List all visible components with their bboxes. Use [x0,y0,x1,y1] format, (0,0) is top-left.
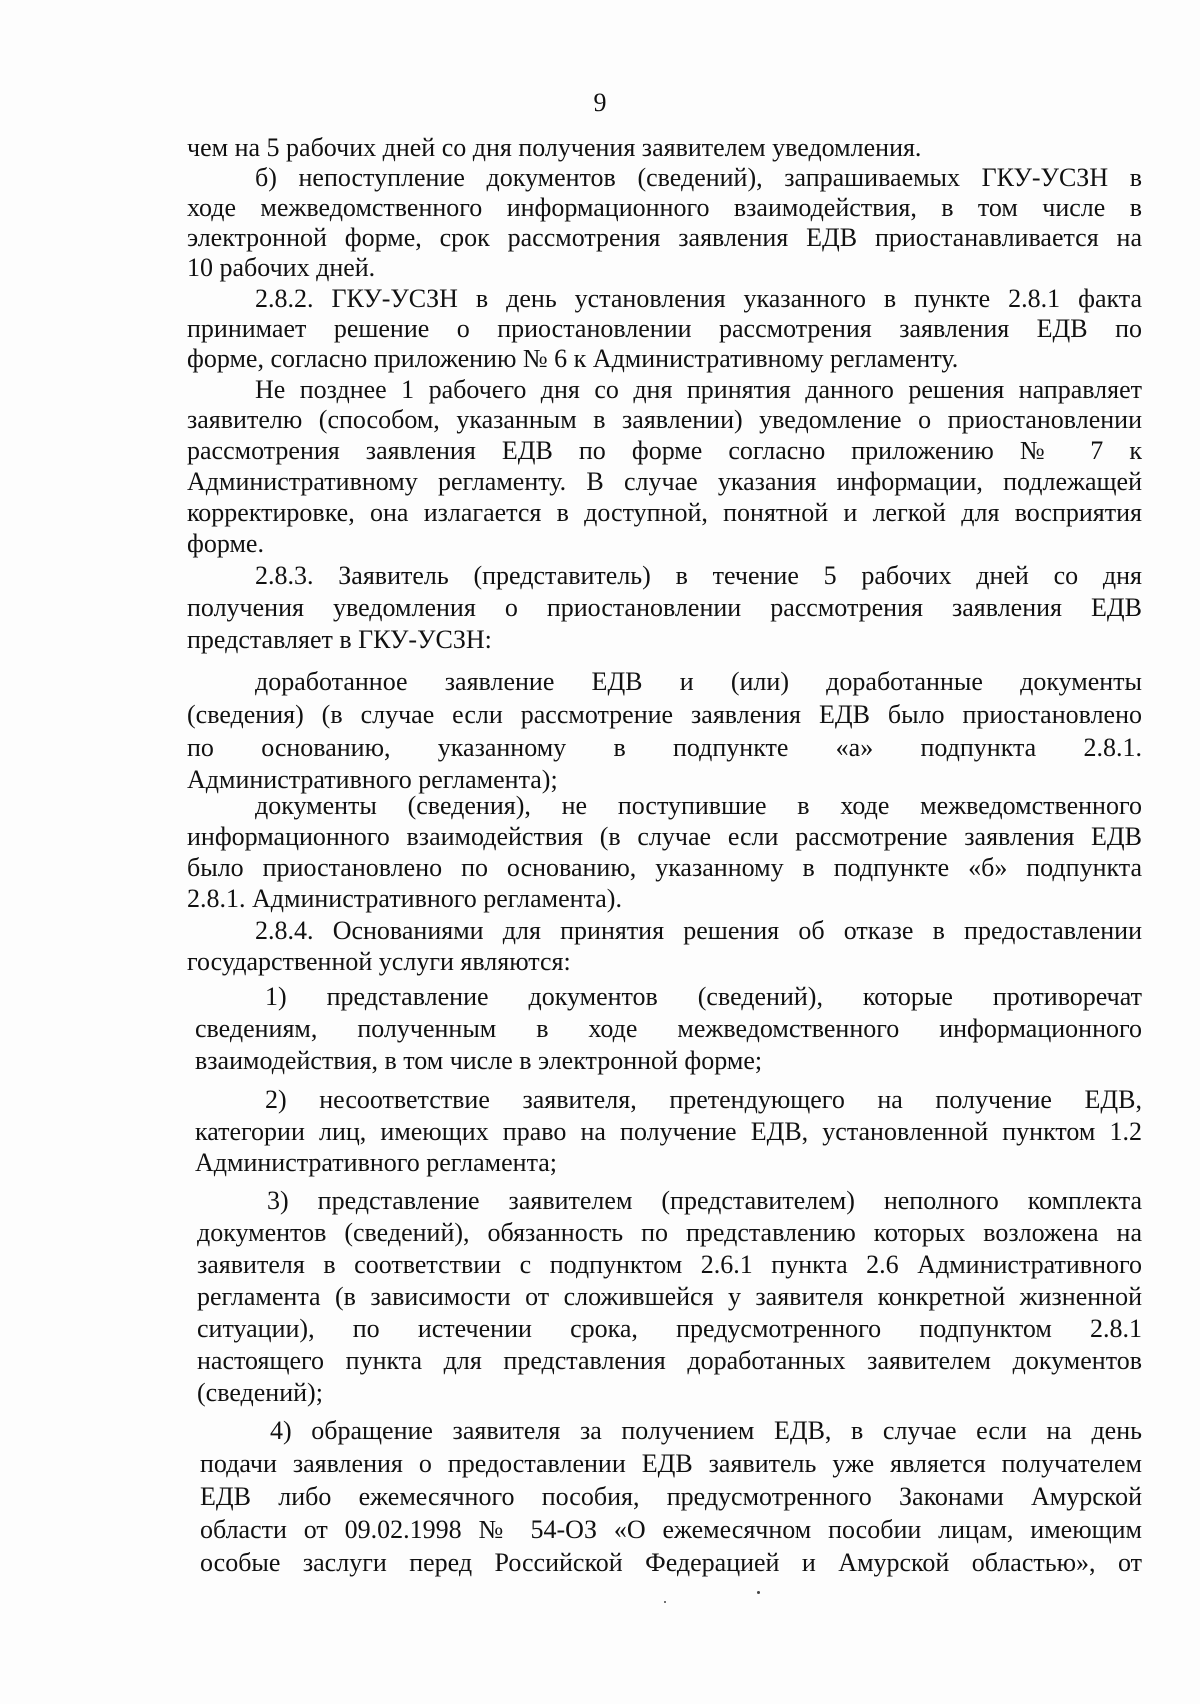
text-line: государственной услуги являются: [187,947,571,976]
text-line: представляет в ГКУ-УСЗН: [187,625,492,654]
text-line: по основанию, указанному в подпункте «а» подпункта 2.8.1. [187,733,1142,762]
text-line: 3) представление заявителем (представителем) неполного комплекта [267,1186,1142,1215]
text-line: области от 09.02.1998 № 54-ОЗ «О ежемесячном пособии лицам, имеющим [200,1515,1142,1544]
text-line: Не позднее 1 рабочего дня со дня принятия данного решения направляет [255,375,1142,404]
text-line: взаимодействия, в том числе в электронной форме; [195,1046,763,1075]
text-line: форме, согласно приложению № 6 к Административному регламенту. [187,344,959,373]
text-line: чем на 5 рабочих дней со дня получения заявителем уведомления. [187,133,922,162]
text-line: информационного взаимодействия (в случае если рассмотрение заявления ЕДВ [187,822,1142,851]
text-line: 1) представление документов (сведений), которые противоречат [265,982,1142,1011]
text-line: (сведения) (в случае если рассмотрение заявления ЕДВ было приостановлено [187,700,1142,729]
text-line: было приостановлено по основанию, указанному в подпункте «б» подпункта [187,853,1142,882]
scan-speck [664,1601,666,1603]
scan-speck [757,1591,760,1594]
text-line: 2) несоответствие заявителя, претендующего на получение ЕДВ, [265,1085,1142,1114]
text-line: документы (сведения), не поступившие в ходе межведомственного [255,791,1142,820]
text-line: Административного регламента); [187,765,558,794]
text-line: 2.8.1. Административного регламента). [187,884,622,913]
text-line: особые заслуги перед Российской Федерацией и Амурской областью», от [200,1548,1142,1577]
text-line: сведениям, полученным в ходе межведомственного информационного [195,1014,1142,1043]
text-line: категории лиц, имеющих право на получение ЕДВ, установленной пунктом 1.2 [195,1117,1142,1146]
page-number: 9 [593,88,607,117]
text-line: корректировке, она излагается в доступной, понятной и легкой для восприятия [187,498,1142,527]
text-line: заявителю (способом, указанным в заявлении) уведомление о приостановлении [187,405,1142,434]
text-line: б) непоступление документов (сведений), запрашиваемых ГКУ-УСЗН в [255,163,1142,192]
text-line: 2.8.2. ГКУ-УСЗН в день установления указанного в пункте 2.8.1 факта [255,284,1142,313]
text-line: ходе межведомственного информационного взаимодействия, в том числе в [187,193,1142,222]
text-line: 10 рабочих дней. [187,253,376,282]
text-line: документов (сведений), обязанность по представлению которых возложена на [197,1218,1142,1247]
text-line: ЕДВ либо ежемесячного пособия, предусмотренного Законами Амурской [200,1482,1142,1511]
text-line: 2.8.4. Основаниями для принятия решения об отказе в предоставлении [255,916,1142,945]
text-line: электронной форме, срок рассмотрения заявления ЕДВ приостанавливается на [187,223,1142,252]
text-line: доработанное заявление ЕДВ и (или) доработанные документы [255,667,1142,696]
text-line: рассмотрения заявления ЕДВ по форме согласно приложению № 7 к [187,436,1142,465]
text-line: принимает решение о приостановлении рассмотрения заявления ЕДВ по [187,314,1142,343]
text-line: настоящего пункта для представления доработанных заявителем документов [197,1346,1142,1375]
text-line: получения уведомления о приостановлении рассмотрения заявления ЕДВ [187,593,1142,622]
text-line: Административному регламенту. В случае указания информации, подлежащей [187,467,1142,496]
text-line: Административного регламента; [195,1148,558,1177]
text-line: подачи заявления о предоставлении ЕДВ заявитель уже является получателем [200,1449,1142,1478]
text-line: 2.8.3. Заявитель (представитель) в течение 5 рабочих дней со дня [255,561,1142,590]
text-line: регламента (в зависимости от сложившейся у заявителя конкретной жизненной [197,1282,1142,1311]
text-line: 4) обращение заявителя за получением ЕДВ, в случае если на день [270,1416,1142,1445]
text-line: ситуации), по истечении срока, предусмотренного подпунктом 2.8.1 [197,1314,1142,1343]
text-line: (сведений); [197,1378,323,1407]
text-line: заявителя в соответствии с подпунктом 2.6.1 пункта 2.6 Административного [197,1250,1142,1279]
text-line: форме. [187,529,264,558]
